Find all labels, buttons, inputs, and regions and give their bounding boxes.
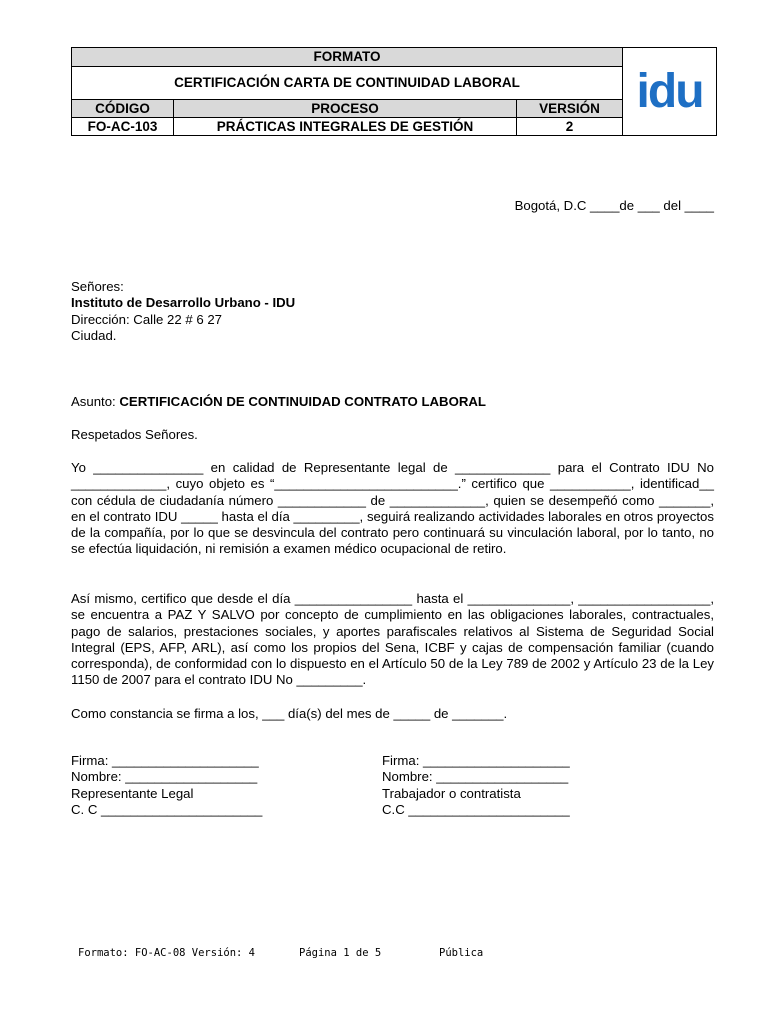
document-header-table bbox=[71, 47, 717, 136]
header-version-label: VERSIÓN bbox=[517, 100, 623, 118]
subject-text: CERTIFICACIÓN DE CONTINUIDAD CONTRATO LABORAL bbox=[119, 394, 486, 409]
header-proceso-value: PRÁCTICAS INTEGRALES DE GESTIÓN bbox=[174, 118, 517, 136]
signature-right-cc: C.C ______________________ bbox=[382, 801, 570, 817]
signature-block-right bbox=[382, 753, 570, 818]
signature-right-nombre: Nombre: __________________ bbox=[382, 769, 569, 785]
recipient-org: Instituto de Desarrollo Urbano - IDU bbox=[71, 295, 296, 311]
idu-logo: idu bbox=[636, 64, 703, 118]
signature-right-role: Trabajador o contratista bbox=[382, 785, 521, 801]
greeting: Respetados Señores. bbox=[71, 427, 198, 442]
subject-label: Asunto: bbox=[71, 394, 120, 409]
signature-left-nombre: Nombre: __________________ bbox=[71, 769, 258, 785]
paragraph-paz-y-salvo: Así mismo, certifico que desde el día ________________ hasta el ______________, __________________, se encuentra a PAZ Y SALVO por concepto de cumplimiento en las obligaciones laborales, contractuales, pago de salarios, prestaciones sociales, y aportes parafiscales relativos al Sistema de Seguridad Social Integral (EPS, AFP, ARL), así como los propios del Sena, ICBF y cajas de compensación familiar (cuando corresponda), de conformidad con lo dispuesto en el Artículo 50 de la Ley 789 de 2002 y Artículo 23 de la Ley 1150 de 2007 para el contrato IDU No _________. bbox=[71, 591, 714, 688]
header-codigo-value: FO-AC-103 bbox=[72, 118, 174, 136]
footer-classification: Pública bbox=[439, 947, 484, 959]
header-version-value: 2 bbox=[517, 118, 623, 136]
header-title: CERTIFICACIÓN CARTA DE CONTINUIDAD LABORAL bbox=[72, 67, 623, 100]
subject-line bbox=[71, 394, 714, 410]
header-proceso-label: PROCESO bbox=[174, 100, 517, 118]
footer-page-number: Página 1 de 5 bbox=[299, 947, 382, 959]
header-formato: FORMATO bbox=[72, 48, 623, 67]
recipient-salutation: Señores: bbox=[71, 279, 124, 294]
recipient-city: Ciudad. bbox=[71, 327, 117, 343]
footer-formato: Formato: FO-AC-08 Versión: 4 bbox=[78, 947, 256, 959]
logo-cell bbox=[623, 48, 717, 136]
signature-block-left bbox=[71, 753, 262, 818]
signature-left-role: Representante Legal bbox=[71, 785, 194, 801]
signature-right-firma: Firma: ____________________ bbox=[382, 753, 570, 768]
recipient-block bbox=[71, 279, 714, 344]
closing-line: Como constancia se firma a los, ___ día(s) del mes de _____ de _______. bbox=[71, 706, 508, 721]
date-line: Bogotá, D.C ____de ___ del ____ bbox=[514, 198, 714, 213]
paragraph-certification: Yo _______________ en calidad de Representante legal de _____________ para el Contrato IDU No _____________, cuyo objeto es “_________________________.” certifico que ___________, identificad__ con cédula de ciudadanía número ____________ de _____________, quien se desempeñó como _______, en el contrato IDU _____ hasta el día _________, seguirá realizando actividades laborales en otros proyectos de la compañía, por lo que se desvincula del contrato pero continuará su vinculación laboral, por lo tanto, no se efectúa liquidación, ni remisión a examen médico ocupacional de retiro. bbox=[71, 460, 714, 557]
signature-left-firma: Firma: ____________________ bbox=[71, 753, 259, 768]
signature-left-cc: C. C ______________________ bbox=[71, 801, 263, 817]
recipient-address: Dirección: Calle 22 # 6 27 bbox=[71, 311, 223, 327]
header-codigo-label: CÓDIGO bbox=[72, 100, 174, 118]
